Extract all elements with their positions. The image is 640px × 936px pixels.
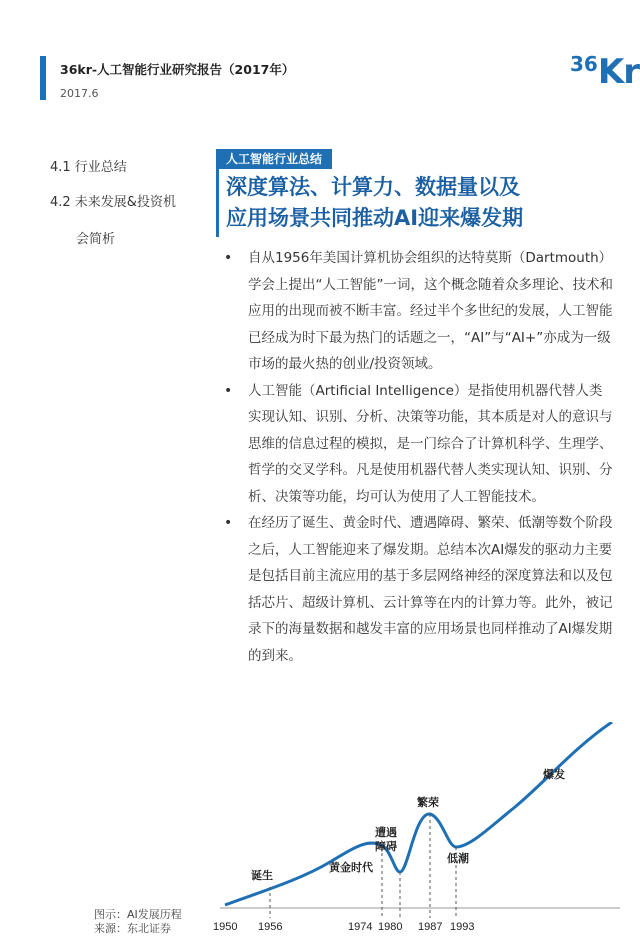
stage-golden-age: 黄金时代	[329, 861, 373, 874]
bullet-dot: •	[224, 515, 233, 531]
bullet-dot: •	[224, 382, 233, 399]
bullet-item	[220, 378, 614, 511]
year-label: 1980	[378, 921, 403, 932]
36kr-logo	[570, 52, 639, 92]
development-curve	[225, 722, 612, 905]
headline-line-2: 应用场景共同推动AI迎来爆发期	[226, 206, 524, 230]
section-headline	[226, 172, 523, 234]
logo-letters: Kr	[597, 52, 639, 92]
stage-birth: 诞生	[251, 869, 273, 882]
year-label: 1974	[348, 921, 373, 932]
bullet-text: 人工智能（Artificial Intelligence）是指使用机器代替人类实现认知、识别、分析、决策等功能，其本质是对人的意识与思维的信息过程的模拟，是一门综合了计算机科学、生理学、哲学的交叉学科。凡是使用机器代替人类实现认知、识别、分析、决策等功能，均可认为使用了人工智能技术。	[248, 382, 613, 505]
bullet-dot: •	[224, 250, 233, 266]
stage-obstacle-1: 遭遇	[375, 826, 397, 839]
toc-item-4-1[interactable]: 4.1 行业总结	[50, 160, 127, 175]
figure-caption: 图示：AI发展历程	[94, 908, 182, 921]
stage-obstacle-2: 障碍	[375, 840, 397, 853]
year-label: 1987	[418, 921, 443, 932]
toc-item-4-2[interactable]: 4.2 未来发展&投资机	[50, 195, 176, 210]
header-accent-bar	[40, 56, 46, 100]
bullet-item	[220, 510, 614, 669]
report-title: 36kr-人工智能行业研究报告（2017年）	[60, 62, 295, 77]
bullet-text: 在经历了诞生、黄金时代、遭遇障碍、繁荣、低潮等数个阶段之后，人工智能迎来了爆发期。总结本次AI爆发的驱动力主要是包括目前主流应用的基于多层网络神经的深度算法和以及包括芯片、超级计算机、云计算等在内的计算力等。此外，被记录下的海量数据和越发丰富的应用场景也同样推动了AI爆发期的到来。	[248, 515, 613, 664]
year-label: 1993	[450, 921, 475, 932]
report-date: 2017.6	[60, 87, 99, 100]
ai-history-curve	[0, 722, 640, 932]
stage-explosion: 爆发	[543, 768, 565, 781]
source-caption: 来源：东北证券	[94, 922, 171, 935]
summary-bullets	[220, 245, 614, 669]
year-label: 1956	[258, 921, 283, 932]
logo-number: 36	[570, 52, 598, 76]
year-label: 1950	[213, 921, 238, 932]
toc-item-4-2-cont[interactable]: 会简析	[76, 232, 116, 247]
stage-trough: 低潮	[447, 852, 469, 865]
stage-boom: 繁荣	[417, 796, 439, 809]
bullet-text: 自从1956年美国计算机协会组织的达特莫斯（Dartmouth）学会上提出“人工智能”一词，这个概念随着众多理论、技术和应用的出现而被不断丰富。经过半个多世纪的发展，人工智能已经成为时下最为热门的话题之一，“AI”与“AI+”亦成为一级市场的最火热的创业/投资领域。	[248, 250, 613, 372]
headline-line-1: 深度算法、计算力、数据量以及	[226, 175, 520, 199]
section-tag: 人工智能行业总结	[216, 149, 332, 169]
bullet-item	[220, 245, 614, 378]
